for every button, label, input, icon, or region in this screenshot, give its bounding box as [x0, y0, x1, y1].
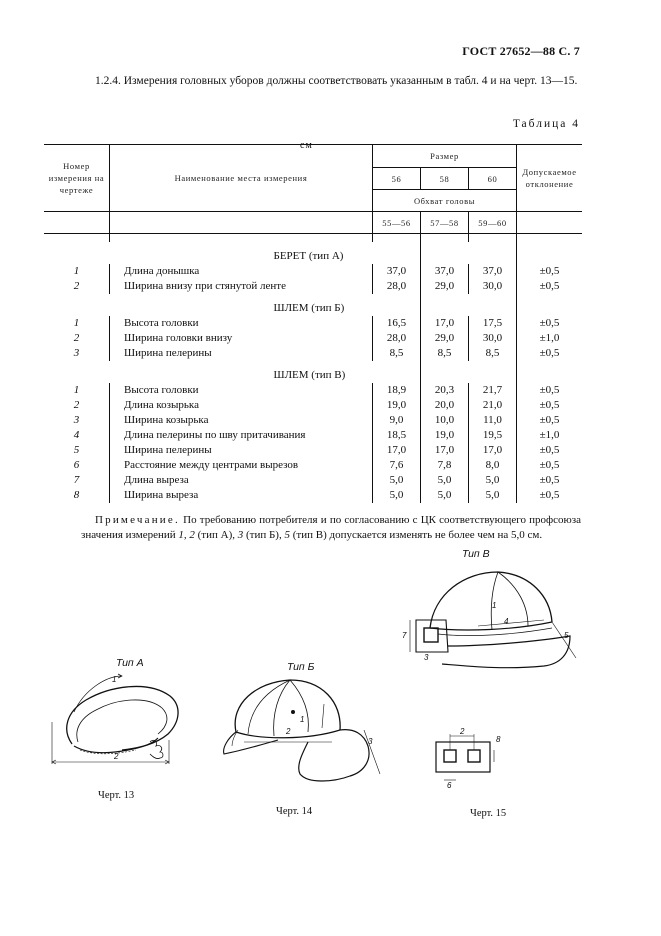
fig13-caption: Черт. 13 [98, 790, 135, 801]
note-label: Примечание. [95, 514, 180, 526]
section-blank [469, 294, 517, 316]
row-value-60: 30,0 [469, 331, 517, 346]
row-name: Длина донышка [110, 264, 373, 279]
row-name: Ширина пелерины [110, 346, 373, 361]
row-value-56: 28,0 [373, 331, 421, 346]
row-value-58: 17,0 [421, 443, 469, 458]
row-value-60: 17,5 [469, 316, 517, 331]
row-tolerance: ±1,0 [539, 429, 560, 441]
size-56: 56 [373, 168, 421, 190]
row-tolerance: ±0,5 [539, 444, 560, 456]
table-row [44, 428, 582, 443]
fig14-caption: Черт. 14 [276, 806, 313, 817]
row-value-58: 29,0 [421, 279, 469, 294]
row-tolerance: ±0,5 [539, 317, 560, 329]
row-value-58: 20,0 [421, 398, 469, 413]
section-blank [517, 294, 583, 316]
measurements-table [44, 144, 582, 503]
row-value-60: 19,5 [469, 428, 517, 443]
row-tolerance: ±0,5 [539, 399, 560, 411]
note-text-1: По требованию потребителя и по согласованию с ЦК соответствующего профсоюза значения измерений [81, 514, 582, 541]
fig14-mark-1: 1 [300, 715, 305, 724]
row-number: 1 [44, 383, 110, 398]
fig15-type-label: Тип В [462, 548, 490, 560]
table-row [44, 488, 582, 503]
note-text-4: (тип В) допускается изменять не более чем на 5,0 см. [292, 529, 543, 541]
table-row [44, 316, 582, 331]
row-value-56: 5,0 [373, 488, 421, 503]
row-value-56: 19,0 [373, 398, 421, 413]
row-value-56: 18,5 [373, 428, 421, 443]
row-value-58: 5,0 [421, 473, 469, 488]
row-name: Ширина внизу при стянутой ленте [110, 279, 373, 294]
row-value-56: 37,0 [373, 264, 421, 279]
row-name: Ширина козырька [110, 413, 373, 428]
row-value-60: 8,0 [469, 458, 517, 473]
row-value-60: 8,5 [469, 346, 517, 361]
row-number: 1 [44, 316, 110, 331]
size-60: 60 [469, 168, 517, 190]
note-italic-3: 5 [284, 529, 290, 541]
row-value-58: 17,0 [421, 316, 469, 331]
row-name: Длина выреза [110, 473, 373, 488]
row-number: 2 [44, 398, 110, 413]
row-value-58: 19,0 [421, 428, 469, 443]
fig13-mark-2: 2 [114, 752, 119, 761]
spacer-cell [517, 234, 583, 243]
fig15-mark-7: 7 [402, 631, 407, 640]
fig15-caption: Черт. 15 [470, 808, 507, 819]
fig13-type-label: Тип А [116, 657, 144, 669]
row-tolerance: ±0,5 [539, 347, 560, 359]
row-value-60: 11,0 [469, 413, 517, 428]
spacer-cell [421, 234, 469, 243]
section-title: БЕРЕТ (тип А) [273, 249, 344, 262]
unit-label: см [300, 140, 313, 151]
page-header: ГОСТ 27652—88 С. 7 [462, 44, 580, 58]
row-value-60: 21,0 [469, 398, 517, 413]
fig15-mark-5: 5 [564, 631, 569, 640]
section-blank [469, 242, 517, 264]
row-value-56: 8,5 [373, 346, 421, 361]
row-tolerance: ±0,5 [539, 474, 560, 486]
row-value-60: 5,0 [469, 473, 517, 488]
fig13-mark-1: 1 [112, 675, 117, 684]
row-value-60: 21,7 [469, 383, 517, 398]
row-name: Расстояние между центрами вырезов [110, 458, 373, 473]
row-value-56: 28,0 [373, 279, 421, 294]
row-tolerance: ±0,5 [539, 414, 560, 426]
fig15-mark-1: 1 [492, 601, 497, 610]
col-number-header: Номер измерения на чертеже [44, 145, 110, 212]
row-value-58: 5,0 [421, 488, 469, 503]
row-name: Длина пелерины по шву притачивания [110, 428, 373, 443]
table-row [44, 443, 582, 458]
row-number: 2 [44, 279, 110, 294]
row-value-60: 37,0 [469, 264, 517, 279]
row-name: Высота головки [110, 316, 373, 331]
row-tolerance: ±0,5 [539, 384, 560, 396]
section-blank [469, 361, 517, 383]
row-number: 4 [44, 428, 110, 443]
row-number: 7 [44, 473, 110, 488]
intro-paragraph: 1.2.4. Измерения головных уборов должны соответствовать указанным в табл. 4 и на черт. 13—15. [95, 75, 578, 87]
row-tolerance: ±0,5 [539, 489, 560, 501]
col-size-header: Размер [373, 145, 517, 168]
spacer-cell [373, 234, 421, 243]
section-title: ШЛЕМ (тип Б) [273, 301, 345, 314]
size-58: 58 [421, 168, 469, 190]
fig15-mark-3: 3 [424, 653, 429, 662]
row-value-56: 18,9 [373, 383, 421, 398]
row-name: Ширина пелерины [110, 443, 373, 458]
col-name-header: Наименование места измерения [110, 145, 373, 212]
row-number: 3 [44, 346, 110, 361]
row-name: Ширина выреза [110, 488, 373, 503]
note-text-3: (тип Б), [246, 529, 282, 541]
fig15-detail-mark-8: 8 [496, 735, 501, 744]
col-girth-header: Обхват головы [373, 190, 517, 212]
table-row [44, 398, 582, 413]
table-row [44, 331, 582, 346]
table-row [44, 458, 582, 473]
row-value-60: 5,0 [469, 488, 517, 503]
row-tolerance: ±0,5 [539, 459, 560, 471]
spacer-cell [44, 234, 110, 243]
fig15-detail-mark-6: 6 [447, 781, 452, 788]
row-value-60: 17,0 [469, 443, 517, 458]
section-title: ШЛЕМ (тип В) [273, 368, 346, 381]
fig14-mark-2: 2 [286, 727, 291, 736]
note-italic-2: 3 [237, 529, 244, 541]
row-name: Ширина головки внизу [110, 331, 373, 346]
section-row [44, 294, 582, 316]
table-row [44, 346, 582, 361]
row-value-56: 16,5 [373, 316, 421, 331]
section-blank [44, 242, 110, 264]
section-blank [421, 242, 469, 264]
row-value-58: 20,3 [421, 383, 469, 398]
table-row [44, 279, 582, 294]
fig14-type-label: Тип Б [287, 661, 315, 673]
fig15-helmet-drawing [394, 560, 584, 700]
spacer-cell [110, 234, 373, 243]
row-number: 5 [44, 443, 110, 458]
fig14-helmet-drawing [204, 670, 389, 800]
fig15-cutout-detail [424, 728, 504, 788]
note-text-2: (тип А), [197, 529, 235, 541]
row-value-56: 9,0 [373, 413, 421, 428]
row-value-58: 7,8 [421, 458, 469, 473]
table-body [44, 234, 582, 504]
girth-blank-3 [517, 212, 583, 234]
girth-59-60: 59—60 [469, 212, 517, 234]
section-blank [44, 361, 110, 383]
note-paragraph [81, 513, 581, 543]
fig15-detail-mark-2: 2 [460, 728, 465, 736]
row-tolerance: ±0,5 [539, 265, 560, 277]
section-blank [421, 361, 469, 383]
girth-55-56: 55—56 [373, 212, 421, 234]
table-row [44, 264, 582, 279]
row-value-58: 37,0 [421, 264, 469, 279]
section-row [44, 361, 582, 383]
spacer-cell [469, 234, 517, 243]
section-row [44, 242, 582, 264]
row-number: 2 [44, 331, 110, 346]
row-value-60: 30,0 [469, 279, 517, 294]
row-number: 1 [44, 264, 110, 279]
fig13-beret-drawing [44, 664, 194, 774]
row-tolerance: ±0,5 [539, 280, 560, 292]
girth-blank-2 [110, 212, 373, 234]
section-blank [44, 294, 110, 316]
table-row [44, 383, 582, 398]
col-tol-header: Допускаемое отклонение [517, 145, 583, 212]
row-tolerance: ±1,0 [539, 332, 560, 344]
row-number: 3 [44, 413, 110, 428]
girth-blank-1 [44, 212, 110, 234]
note-italic-1: 1, 2 [178, 529, 195, 541]
row-name: Высота головки [110, 383, 373, 398]
section-blank [421, 294, 469, 316]
table-row [44, 473, 582, 488]
table-row [44, 413, 582, 428]
row-value-58: 10,0 [421, 413, 469, 428]
fig14-mark-3: 3 [368, 737, 373, 746]
row-number: 8 [44, 488, 110, 503]
row-name: Длина козырька [110, 398, 373, 413]
row-value-56: 17,0 [373, 443, 421, 458]
girth-57-58: 57—58 [421, 212, 469, 234]
fig15-mark-4: 4 [504, 617, 509, 626]
row-value-56: 7,6 [373, 458, 421, 473]
section-blank [517, 242, 583, 264]
row-value-58: 29,0 [421, 331, 469, 346]
row-value-58: 8,5 [421, 346, 469, 361]
row-value-56: 5,0 [373, 473, 421, 488]
table-caption: Таблица 4 [512, 118, 580, 130]
section-blank [517, 361, 583, 383]
row-number: 6 [44, 458, 110, 473]
